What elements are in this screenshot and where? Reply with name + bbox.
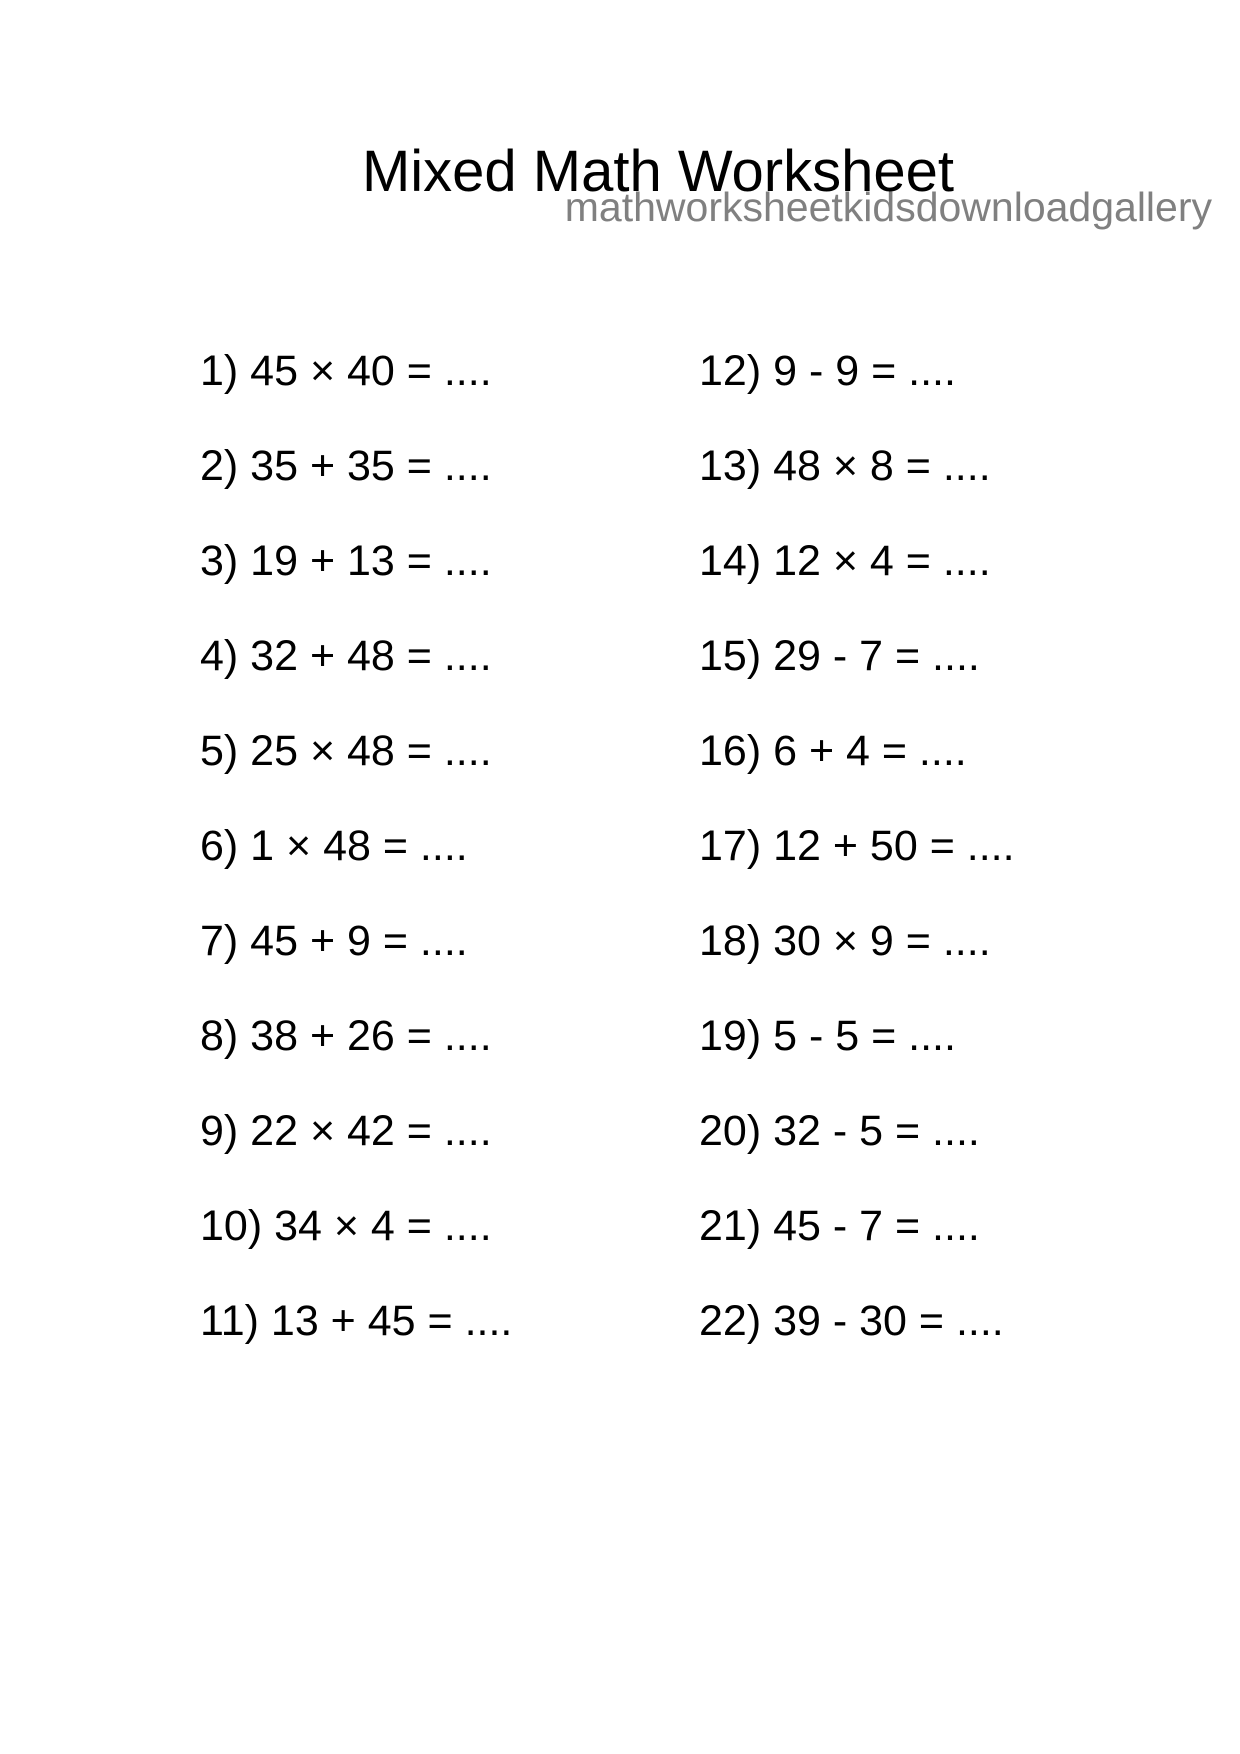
problem-item: 8) 38 + 26 = .... [200, 1012, 492, 1060]
problem-item: 2) 35 + 35 = .... [200, 442, 492, 490]
problem-item: 11) 13 + 45 = .... [200, 1297, 513, 1345]
problem-item: 4) 32 + 48 = .... [200, 632, 492, 680]
problem-item: 5) 25 × 48 = .... [200, 727, 492, 775]
problem-item: 22) 39 - 30 = .... [699, 1297, 1004, 1345]
watermark-subtitle: mathworksheetkidsdownloadgallery [564, 184, 1212, 230]
problem-column-left [200, 346, 512, 1391]
problem-item: 1) 45 × 40 = .... [200, 347, 492, 395]
problem-item: 19) 5 - 5 = .... [699, 1012, 956, 1060]
problem-item: 3) 19 + 13 = .... [200, 537, 492, 585]
problem-item: 6) 1 × 48 = .... [200, 822, 468, 870]
problem-item: 13) 48 × 8 = .... [699, 442, 991, 490]
problem-item: 16) 6 + 4 = .... [699, 727, 967, 775]
problem-item: 10) 34 × 4 = .... [200, 1202, 492, 1250]
problem-item: 21) 45 - 7 = .... [699, 1202, 980, 1250]
problem-item: 7) 45 + 9 = .... [200, 917, 468, 965]
problem-item: 17) 12 + 50 = .... [699, 822, 1015, 870]
problem-item: 20) 32 - 5 = .... [699, 1107, 980, 1155]
problem-item: 15) 29 - 7 = .... [699, 632, 980, 680]
page-title: Mixed Math Worksheet [361, 138, 955, 204]
problem-item: 14) 12 × 4 = .... [699, 537, 991, 585]
problem-column-right [699, 346, 1015, 1391]
problem-item: 9) 22 × 42 = .... [200, 1107, 492, 1155]
problem-item: 18) 30 × 9 = .... [699, 917, 991, 965]
problem-item: 12) 9 - 9 = .... [699, 347, 956, 395]
